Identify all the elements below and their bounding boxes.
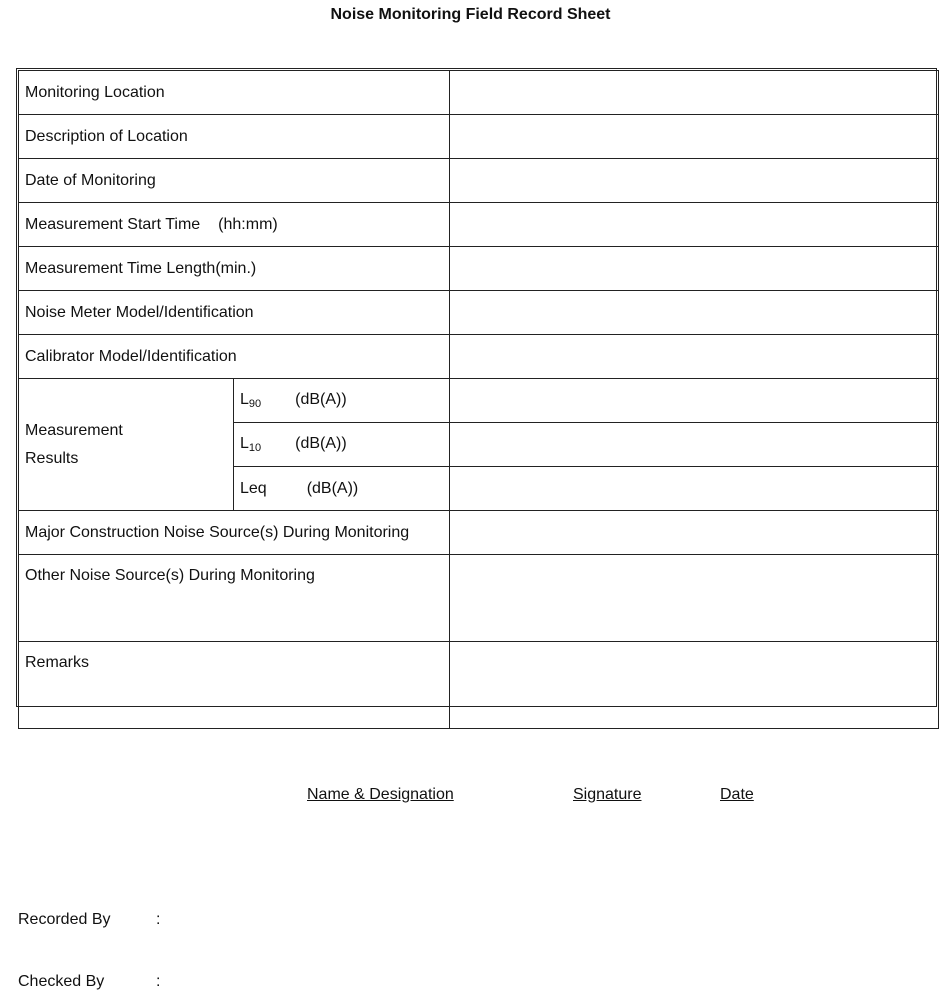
measurement-results-line1: Measurement [25,421,123,439]
leq-unit: (dB(A)) [306,479,359,497]
l90-cell [234,379,450,423]
measurement-time-length-unit: (min.) [215,259,257,277]
l10-cell [234,423,450,467]
table-row [19,71,939,115]
l10-unit: (dB(A)) [295,435,347,452]
remarks-field[interactable] [450,642,939,729]
l90-label: $L_{90}$ [240,391,262,410]
table-row [19,335,939,379]
l10-label: $L_{10}$ [240,435,262,454]
measurement-time-length-label: Measurement Time Length [25,259,216,277]
recorded-by-label: Recorded By [18,911,111,928]
table-row [19,555,939,642]
leq-cell [234,467,450,511]
monitoring-location-label: Monitoring Location [19,71,450,115]
table-row [19,379,939,423]
table-row [19,203,939,247]
date-of-monitoring-label: Date of Monitoring [19,159,450,203]
measurement-results-line2: Results [25,449,79,467]
recorded-by-row [18,911,161,929]
leq-field[interactable] [450,467,939,511]
checked-by-colon: : [156,973,161,990]
leq-label: Leq [240,479,267,497]
major-construction-field[interactable] [450,511,939,555]
table-row [19,115,939,159]
table-row [19,511,939,555]
monitoring-location-field[interactable] [450,71,939,115]
measurement-results-label [19,379,234,511]
table-row [19,247,939,291]
remarks-label: Remarks [19,642,450,729]
major-construction-label: Major Construction Noise Source(s) During Monitoring [19,511,450,555]
measurement-start-time-unit: (hh:mm) [218,215,278,233]
record-table [18,70,939,729]
checked-by-row [18,973,161,991]
recorded-by-colon: : [156,911,161,928]
measurement-start-time-label: Measurement Start Time [25,215,201,233]
page-title: Noise Monitoring Field Record Sheet [330,6,611,23]
description-of-location-label: Description of Location [19,115,450,159]
table-row [19,291,939,335]
measurement-start-time-field[interactable] [450,203,939,247]
description-of-location-field[interactable] [450,115,939,159]
date-header: Date [720,786,754,803]
measurement-time-length-cell [19,247,450,291]
measurement-time-length-field[interactable] [450,247,939,291]
l90-field[interactable] [450,379,939,423]
name-designation-header: Name & Designation [307,786,454,803]
date-of-monitoring-field[interactable] [450,159,939,203]
table-row [19,159,939,203]
l90-unit: (dB(A)) [295,391,347,408]
table-row [19,642,939,729]
calibrator-field[interactable] [450,335,939,379]
measurement-start-time-cell [19,203,450,247]
other-noise-field[interactable] [450,555,939,642]
l10-field[interactable] [450,423,939,467]
other-noise-label: Other Noise Source(s) During Monitoring [19,555,450,642]
checked-by-label: Checked By [18,973,105,990]
noise-meter-label: Noise Meter Model/Identification [19,291,450,335]
calibrator-label: Calibrator Model/Identification [19,335,450,379]
noise-meter-field[interactable] [450,291,939,335]
signature-header: Signature [573,786,642,803]
